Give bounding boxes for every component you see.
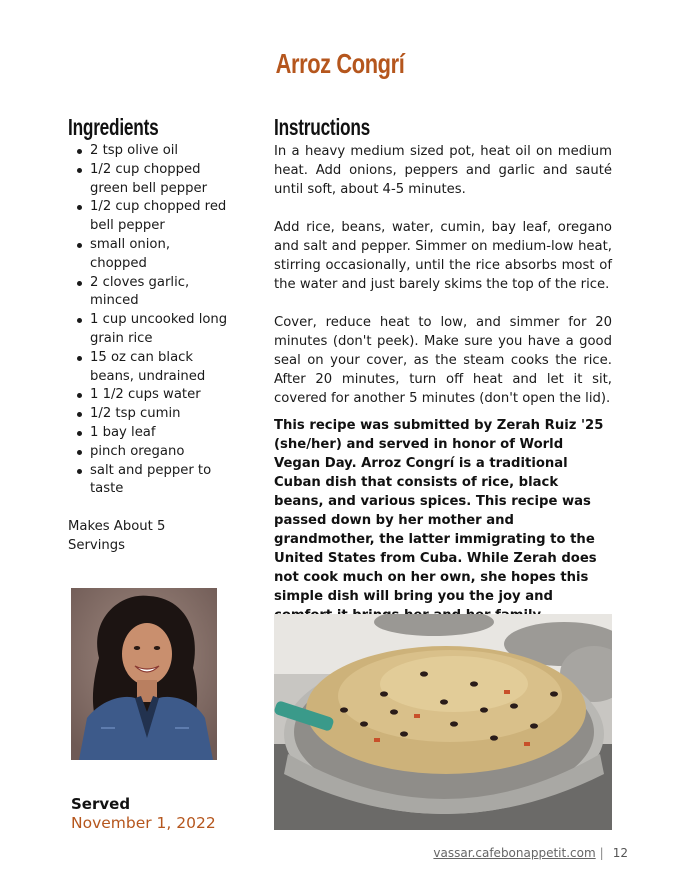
instructions-heading: Instructions — [274, 114, 371, 140]
instructions-column — [274, 142, 612, 625]
ingredient-item: 2 cloves garlic, minced — [68, 274, 228, 312]
website-link[interactable]: vassar.cafebonappetit.com — [433, 846, 596, 860]
ingredient-item: 1/2 tsp cumin — [68, 405, 228, 424]
ingredient-item: small onion, chopped — [68, 236, 228, 274]
recipe-title: Arroz Congrí — [275, 48, 405, 79]
ingredient-item: 1 1/2 cups water — [68, 386, 228, 405]
page-number: 12 — [612, 846, 628, 860]
ingredient-item: 2 tsp olive oil — [68, 142, 228, 161]
served-date: November 1, 2022 — [71, 814, 216, 832]
served-label: Served — [71, 795, 131, 813]
contributor-photo — [71, 588, 217, 760]
page-footer — [433, 846, 628, 860]
ingredient-item: pinch oregano — [68, 443, 228, 462]
instruction-step: Cover, reduce heat to low, and simmer for 20 minutes (don't peek). Make sure you have a good seal on your cover, as the steam cooks the rice. After 20 minutes, turn off heat and let it sit, covered for another 5 minutes (don't open the lid). — [274, 315, 612, 406]
footer-separator: | — [599, 846, 604, 860]
contributor-bio: This recipe was submitted by Zerah Ruiz '25 (she/her) and served in honor of World Vegan Day. Arroz Congrí is a traditional Cuban dish that consists of rice, black beans, and various spices. This recipe was passed down by her mother and grandmother, the latter immigrating to the United States from Cuba. While Zerah does not cook much on her own, she hopes this simple dish will bring you the joy and — [274, 418, 604, 604]
servings-note: Makes About 5 Servings — [68, 519, 166, 554]
instruction-step: Add rice, beans, water, cumin, bay leaf, oregano and salt and pepper. Simmer on medium-low heat, stirring occasionally, until the rice absorbs most of the water and just barely skims the top of the rice. — [274, 220, 612, 292]
ingredient-item: 1 bay leaf — [68, 424, 228, 443]
ingredient-item: salt and pepper to taste — [68, 462, 228, 500]
ingredient-item: 1 cup uncooked long grain rice — [68, 311, 228, 349]
instruction-step: In a heavy medium sized pot, heat oil on medium heat. Add onions, peppers and garlic and sauté until soft, about 4-5 minutes. — [274, 144, 612, 197]
dish-photo — [274, 614, 612, 830]
ingredients-heading: Ingredients — [68, 114, 159, 140]
ingredients-column — [68, 142, 228, 555]
ingredient-item: 1/2 cup chopped green bell pepper — [68, 161, 228, 199]
ingredients-list — [68, 142, 228, 499]
ingredient-item: 15 oz can black beans, undrained — [68, 349, 228, 387]
ingredient-item: 1/2 cup chopped red bell pepper — [68, 198, 228, 236]
